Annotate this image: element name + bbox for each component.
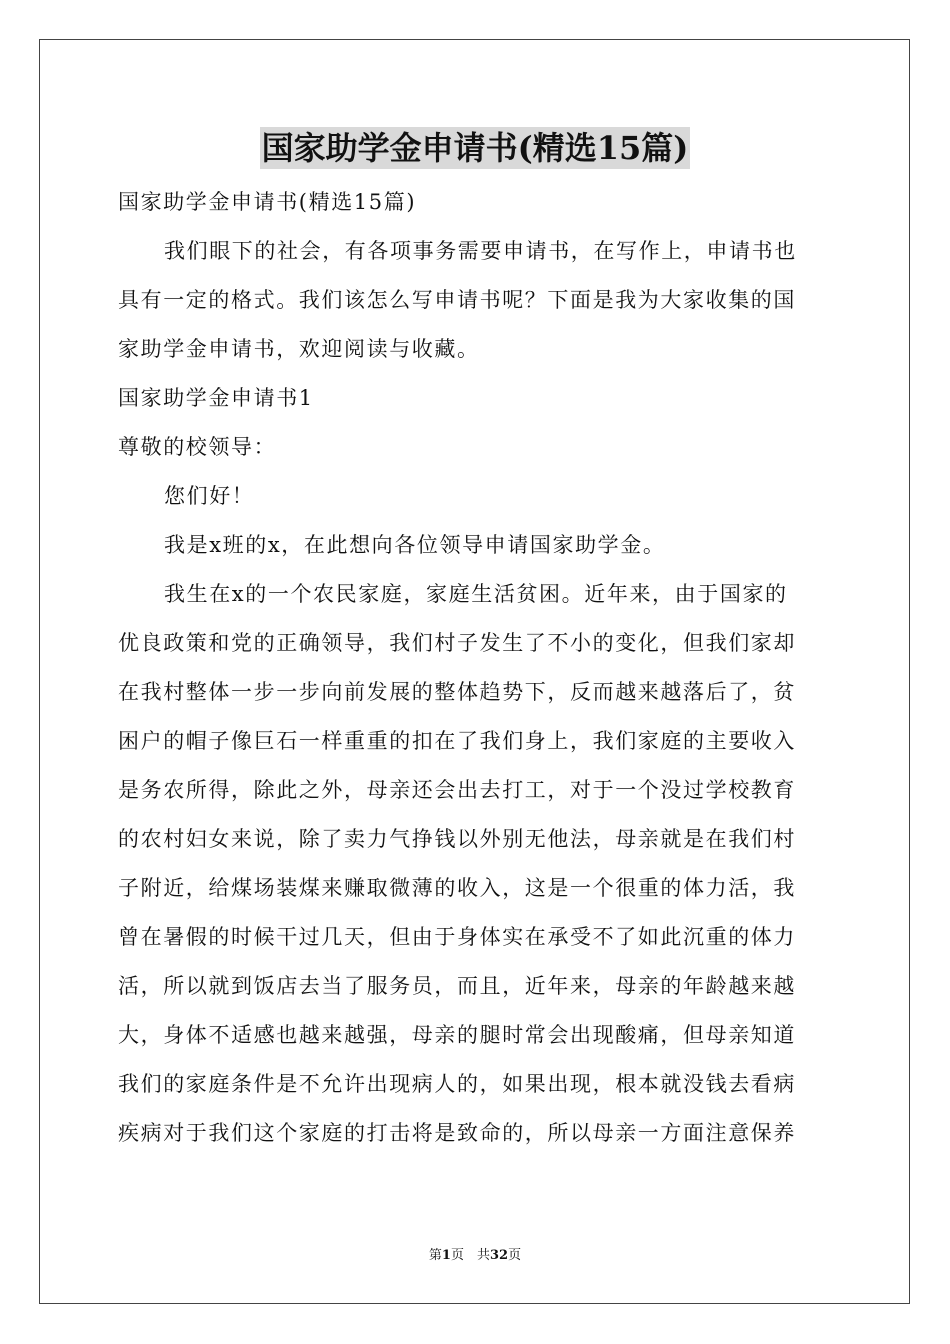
document-title: 国家助学金申请书(精选15篇) [261, 129, 689, 167]
body-line: 优良政策和党的正确领导，我们村子发生了不小的变化，但我们家却 [118, 631, 796, 655]
body-line: 尊敬的校领导： [118, 435, 277, 459]
body-line: 活，所以就到饭店去当了服务员，而且，近年来，母亲的年龄越来越 [118, 974, 796, 998]
body-line: 我们的家庭条件是不允许出现病人的，如果出现，根本就没钱去看病 [118, 1072, 796, 1096]
body-line: 是务农所得，除此之外，母亲还会出去打工，对于一个没过学校教育 [118, 778, 796, 802]
body-line: 国家助学金申请书(精选15篇) [118, 190, 417, 214]
body-line: 家助学金申请书，欢迎阅读与收藏。 [118, 337, 480, 361]
body-line: 我们眼下的社会，有各项事务需要申请书，在写作上，申请书也 [164, 239, 797, 263]
footer-page-number: 1 [441, 1248, 451, 1263]
title-wrap [0, 127, 950, 169]
footer-mid: 页 共 [450, 1248, 490, 1263]
document-body [118, 178, 834, 1158]
body-line: 国家助学金申请书1 [118, 386, 314, 410]
body-line: 困户的帽子像巨石一样重重的扣在了我们身上，我们家庭的主要收入 [118, 729, 796, 753]
body-line: 疾病对于我们这个家庭的打击将是致命的，所以母亲一方面注意保养 [118, 1121, 796, 1145]
body-line: 在我村整体一步一步向前发展的整体趋势下，反而越来越落后了，贫 [118, 680, 796, 704]
body-line: 子附近，给煤场装煤来赚取微薄的收入，这是一个很重的体力活，我 [118, 876, 796, 900]
footer-total-pages: 32 [489, 1248, 509, 1263]
body-line: 大，身体不适感也越来越强，母亲的腿时常会出现酸痛，但母亲知道 [118, 1023, 796, 1047]
body-line: 具有一定的格式。我们该怎么写申请书呢？下面是我为大家收集的国 [118, 288, 796, 312]
page-footer [0, 1246, 950, 1266]
body-line: 我生在x的一个农民家庭，家庭生活贫困。近年来，由于国家的 [164, 582, 788, 606]
body-line: 我是x班的x，在此想向各位领导申请国家助学金。 [164, 533, 666, 557]
body-line: 曾在暑假的时候干过几天，但由于身体实在承受不了如此沉重的体力 [118, 925, 796, 949]
body-line: 的农村妇女来说，除了卖力气挣钱以外别无他法，母亲就是在我们村 [118, 827, 796, 851]
footer-prefix: 第 [428, 1248, 442, 1263]
body-line: 您们好！ [164, 484, 255, 508]
footer-suffix: 页 [508, 1248, 522, 1263]
